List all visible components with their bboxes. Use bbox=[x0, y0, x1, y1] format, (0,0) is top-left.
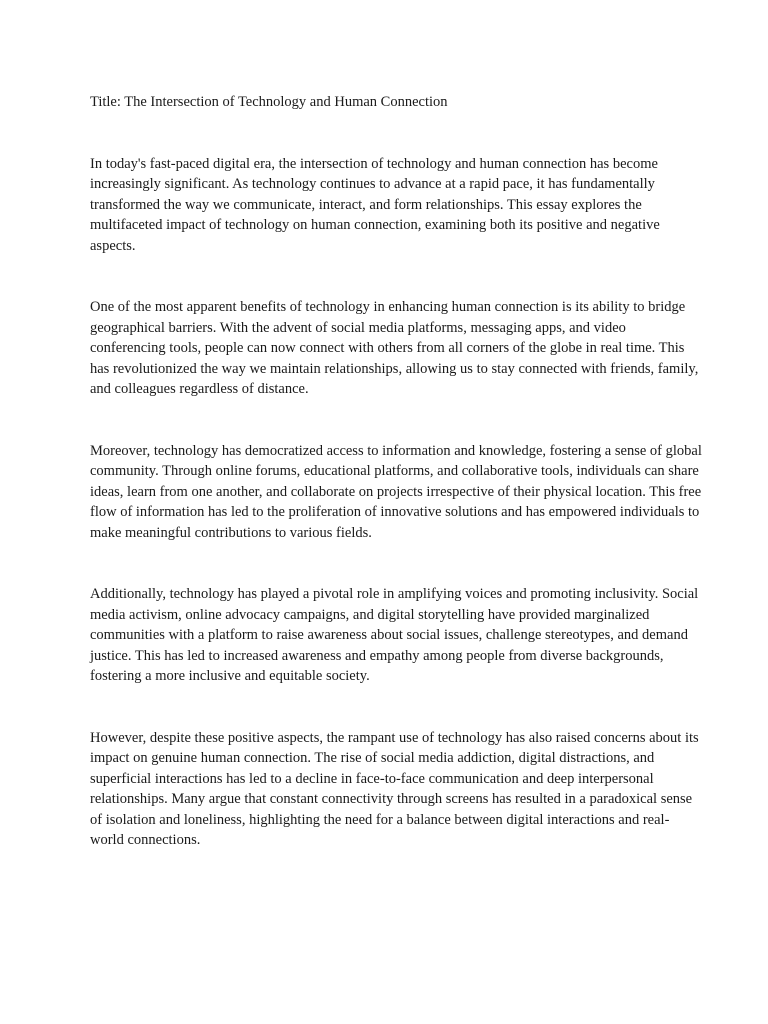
paragraph-geographical-barriers: One of the most apparent benefits of technology in enhancing human connection is its ability to bridge geographical barriers. With the advent of social media platforms, messaging apps, and video conferencing tools, people can now connect with others from all corners of the globe in real time. This has revolutionized the way we maintain relationships, allowing us to stay connected with friends, family, and colleagues regardless of distance. bbox=[90, 299, 699, 397]
paragraph-introduction: In today's fast-paced digital era, the intersection of technology and human connection has become increasingly significant. As technology continues to advance at a rapid pace, it has fundamentally transformed the way we communicate, interact, and form relationships. This essay explores the multifaceted impact of technology on human connection, examining both its positive and negative aspects. bbox=[90, 155, 660, 254]
paragraph-inclusivity: Additionally, technology has played a pivotal role in amplifying voices and promoting inclusivity. Social media activism, online advocacy campaigns, and digital storytelling have provided marginalized communities with a platform to raise awareness about social issues, challenge stereotypes, and demand justice. This has led to increased awareness and empathy among people from diverse backgrounds, fostering a more inclusive and equitable society. bbox=[90, 586, 699, 684]
document-body bbox=[90, 92, 702, 851]
paragraph-democratized-access: Moreover, technology has democratized access to information and knowledge, fostering a sense of global community. Through online forums, educational platforms, and collaborative tools, individuals can share ideas, learn from one another, and collaborate on projects irrespective of their physical location. This free flow of information has led to the proliferation of innovative solutions and has empowered individuals to make meaningful contributions to various fields. bbox=[90, 442, 702, 541]
paragraph-concerns: However, despite these positive aspects, the rampant use of technology has also raised concerns about its impact on genuine human connection. The rise of social media addiction, digital distractions, and superficial interactions has led to a decline in face-to-face communication and deep interpersonal relationships. Many argue that constant connectivity through screens has resulted in a paradoxical sense of isolation and loneliness, highlighting the need for a balance between digital interactions and real-world connections. bbox=[90, 729, 699, 848]
document-title: Title: The Intersection of Technology and Human Connection bbox=[90, 94, 448, 110]
